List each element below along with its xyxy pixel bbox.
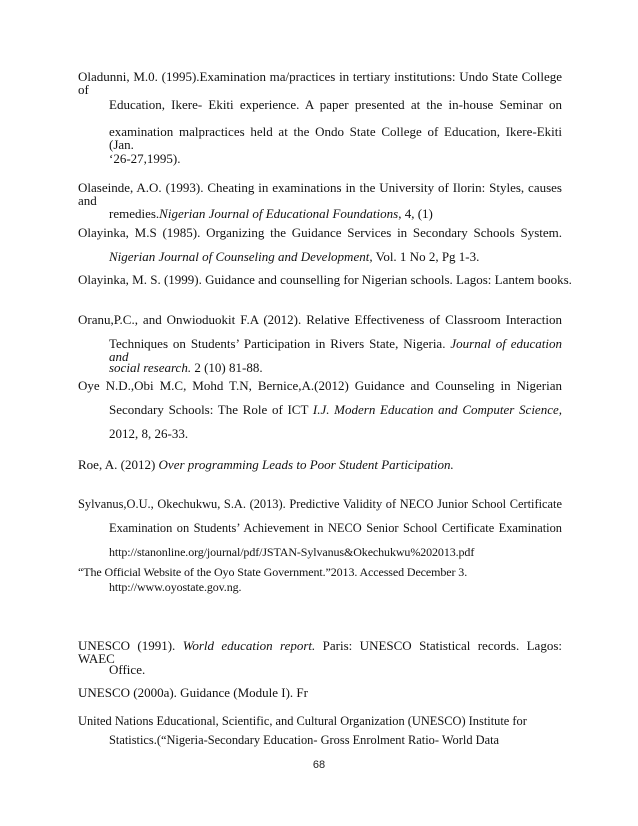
reference-text: Vol. 1 No 2, Pg 1-3. bbox=[372, 249, 480, 264]
journal-title: Nigerian Journal of Counseling and Development, bbox=[109, 249, 373, 264]
reference-line bbox=[109, 361, 263, 374]
reference-line: Oye N.D.,Obi M.C, Mohd T.N, Bernice,A.(2012) Guidance and Counseling in Nigerian bbox=[78, 378, 562, 393]
journal-title: Journal of education and bbox=[109, 336, 562, 364]
reference-line: “The Official Website of the Oyo State Government.”2013. Accessed December 3. bbox=[78, 565, 468, 579]
reference-line: http://stanonline.org/journal/pdf/JSTAN-Sylvanus&Okechukwu%202013.pdf bbox=[109, 545, 475, 559]
reference-line bbox=[109, 207, 433, 220]
reference-line: Examination on Students’ Achievement in NECO Senior School Certificate Examination bbox=[109, 521, 562, 535]
reference-line bbox=[109, 403, 562, 416]
page-number: 68 bbox=[312, 759, 326, 771]
reference-line bbox=[109, 250, 479, 263]
reference-line: http://www.oyostate.gov.ng. bbox=[109, 580, 242, 594]
journal-title: Nigerian Journal of Educational Foundations bbox=[159, 206, 399, 221]
reference-text: Techniques on Students’ Participation in Rivers State, Nigeria. bbox=[109, 336, 451, 351]
reference-text: Roe, A. (2012) bbox=[78, 457, 159, 472]
reference-line: Olayinka, M.S (1985). Organizing the Guidance Services in Secondary Schools System. bbox=[78, 225, 562, 240]
reference-line: ‘26-27,1995). bbox=[109, 151, 181, 166]
reference-text: 2 (10) 81-88. bbox=[191, 360, 263, 375]
reference-line: Olayinka, M. S. (1999). Guidance and counselling for Nigerian schools. Lagos: Lantem books. bbox=[78, 272, 572, 287]
reference-line: Olaseinde, A.O. (1993). Cheating in examinations in the University of Ilorin: Styles, causes and bbox=[78, 180, 562, 208]
reference-line: United Nations Educational, Scientific, and Cultural Organization (UNESCO) Institute for bbox=[78, 714, 527, 728]
reference-text: , 4, (1) bbox=[398, 206, 433, 221]
reference-line: Office. bbox=[109, 662, 146, 677]
reference-text: UNESCO (1991). bbox=[78, 638, 183, 653]
reference-line: Oladunni, M.0. (1995).Examination ma/practices in tertiary institutions: Undo State College of bbox=[78, 69, 562, 97]
reference-line: Education, Ikere- Ekiti experience. A paper presented at the in-house Seminar on bbox=[109, 97, 562, 112]
reference-line bbox=[78, 639, 562, 665]
reference-line: examination malpractices held at the Ondo State College of Education, Ikere-Ekiti (Jan. bbox=[109, 124, 562, 152]
reference-line: 2012, 8, 26-33. bbox=[109, 426, 189, 441]
reference-line: Oranu,P.C., and Onwioduokit F.A (2012). Relative Effectiveness of Classroom Interaction bbox=[78, 312, 562, 327]
reference-text: remedies. bbox=[109, 206, 160, 221]
journal-title: social research. bbox=[109, 360, 192, 375]
book-title: World education report. bbox=[182, 638, 316, 653]
reference-line: Statistics.(“Nigeria-Secondary Education- Gross Enrolment Ratio- World Data bbox=[109, 733, 500, 747]
journal-title: I.J. Modern Education and Computer Science, bbox=[312, 402, 562, 417]
reference-text: Secondary Schools: The Role of ICT bbox=[109, 402, 313, 417]
reference-line bbox=[78, 458, 454, 471]
reference-text: Paris: UNESCO Statistical records. Lagos: WAEC bbox=[78, 638, 562, 666]
reference-line: UNESCO (2000a). Guidance (Module I). Fr bbox=[78, 685, 308, 700]
book-title: Over programming Leads to Poor Student Participation. bbox=[158, 457, 454, 472]
reference-line: Sylvanus,O.U., Okechukwu, S.A. (2013). Predictive Validity of NECO Junior School Certificate bbox=[78, 497, 562, 511]
